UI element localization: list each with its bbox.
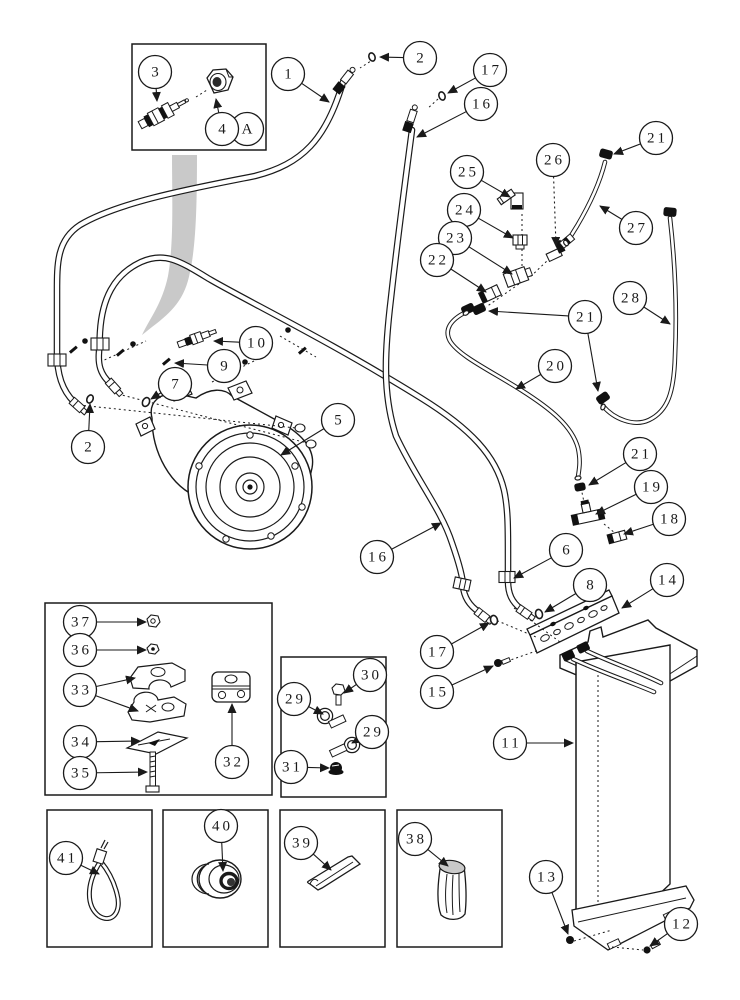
callout-number: 15	[428, 684, 449, 701]
callout-number: 21	[576, 309, 597, 326]
screw-15	[494, 658, 510, 667]
box-cable-tie	[47, 810, 152, 947]
callout-17	[448, 54, 507, 94]
callout-number: 1	[284, 66, 292, 83]
callout-number: 3	[151, 64, 159, 81]
callout-33	[64, 674, 139, 712]
callout-number: 40	[212, 818, 233, 835]
gray-panel	[142, 155, 197, 335]
callout-1	[272, 58, 330, 103]
callout-number: 38	[406, 831, 427, 848]
callout-35	[64, 757, 148, 790]
condenser	[560, 620, 697, 954]
callout-11	[494, 727, 574, 760]
plug-fitting	[607, 530, 627, 543]
callout-arrow	[302, 83, 329, 102]
fitting-24	[513, 235, 527, 249]
protective-sleeve	[438, 859, 466, 920]
sensor-10	[176, 326, 217, 349]
callout-arrow	[481, 180, 510, 197]
callout-arrow	[344, 684, 356, 693]
callout-number: 27	[627, 220, 648, 237]
callout-number: 2	[416, 50, 424, 67]
callout-number: 23	[446, 230, 467, 247]
callout-arrow	[600, 206, 622, 219]
callout-21	[614, 122, 673, 155]
callout-number: 13	[537, 869, 558, 886]
compressor-port	[295, 424, 305, 432]
callout-number: 16	[368, 549, 389, 566]
callout-arrow	[489, 311, 569, 316]
callout-number: 29	[285, 691, 306, 708]
callout-arrow	[96, 741, 140, 742]
callout-2	[72, 404, 105, 464]
callout-28	[614, 282, 671, 325]
callout-arrow	[552, 892, 568, 934]
callout-number: 7	[171, 376, 179, 393]
callout-arrow	[313, 854, 331, 870]
callout-arrow	[451, 269, 486, 292]
callout-arrow	[89, 404, 90, 431]
valve-core	[137, 93, 192, 131]
callout-29	[278, 683, 324, 716]
callout-2	[380, 42, 437, 75]
callout-number: 2	[84, 439, 92, 456]
callout-38	[399, 823, 449, 867]
callout-number: 39	[292, 835, 313, 852]
nut-31	[329, 762, 344, 775]
clamp-33-lower	[128, 692, 186, 722]
charge-valve-fittings	[479, 189, 575, 303]
mounting-studs	[69, 327, 307, 376]
callout-number: 8	[586, 577, 594, 594]
tee-fitting	[569, 497, 605, 525]
callout-number: 22	[428, 252, 449, 269]
callout-arrow	[514, 558, 551, 578]
callout-number: 5	[334, 412, 342, 429]
callout-number: A	[241, 121, 253, 138]
callout-arrow	[644, 307, 670, 324]
fitting-22	[479, 285, 502, 303]
callout-number: 17	[481, 62, 502, 79]
callout-18	[624, 503, 686, 536]
callout-30	[344, 659, 387, 694]
callout-arrow	[614, 144, 641, 154]
hose-fittings	[48, 66, 536, 626]
callout-number: 17	[428, 644, 449, 661]
callout-arrow	[554, 176, 556, 246]
callout-number: 28	[621, 290, 642, 307]
nut-37	[147, 615, 160, 627]
callout-arrow	[96, 696, 138, 711]
callout-arrow	[469, 247, 512, 274]
callout-number: 4	[218, 121, 226, 138]
callout-number: 41	[57, 850, 78, 867]
callout-number: 9	[220, 358, 228, 375]
tube-open-ends	[462, 239, 606, 480]
callout-16	[361, 523, 442, 574]
callout-number: 16	[472, 96, 493, 113]
stud-9	[162, 358, 171, 366]
callout-arrow	[96, 772, 147, 773]
callout-number: 18	[660, 511, 681, 528]
channel-cover	[308, 856, 360, 890]
callout-number: 34	[71, 734, 92, 751]
callout-arrow	[216, 99, 219, 113]
callout-number: 10	[247, 335, 268, 352]
hose-20	[448, 312, 580, 477]
screw-12	[643, 941, 660, 954]
callout-41	[50, 842, 100, 875]
callout-number: 6	[562, 542, 570, 559]
bolt-35	[146, 752, 159, 792]
callout-20	[516, 350, 572, 390]
callout-number: 26	[544, 152, 565, 169]
callout-arrow	[624, 524, 653, 534]
callout-36	[64, 634, 147, 667]
bolt-30	[332, 684, 345, 705]
callout-number: 25	[458, 164, 479, 181]
callout-6	[514, 534, 583, 579]
callout-34	[64, 726, 141, 759]
callout-number: 21	[647, 130, 668, 147]
callout-13	[530, 861, 569, 935]
callout-arrow	[428, 849, 448, 866]
callout-17	[421, 623, 490, 669]
callout-number: 20	[546, 358, 567, 375]
compressor	[136, 381, 316, 549]
callout-arrow	[96, 678, 135, 686]
callout-32	[216, 704, 249, 779]
callout-number: 24	[455, 202, 476, 219]
wedge-34	[127, 732, 187, 754]
fitting-23	[503, 265, 533, 287]
callout-arrow	[417, 112, 466, 137]
clamp-block-32	[212, 672, 250, 702]
callout-arrow	[478, 218, 513, 238]
callout-number: 29	[363, 724, 384, 741]
callout-arrow	[214, 341, 240, 342]
cable-tie	[89, 840, 118, 919]
clamp-29-upper	[319, 710, 346, 728]
callout-arrow	[622, 589, 653, 608]
callout-31	[275, 751, 330, 784]
callout-number: 19	[642, 479, 663, 496]
callout-4	[206, 99, 239, 146]
hose-27	[567, 162, 605, 242]
callout-14	[622, 564, 684, 609]
compressor-clutch-pulley	[188, 425, 312, 549]
callout-number: 21	[631, 446, 652, 463]
callout-3	[139, 56, 172, 102]
compressor-port	[306, 440, 316, 448]
callout-26	[537, 144, 570, 247]
callout-number: 31	[282, 759, 303, 776]
callout-number: 12	[672, 916, 693, 933]
nut-36	[147, 644, 159, 654]
callout-39	[285, 827, 332, 871]
callout-arrow	[307, 767, 329, 768]
callout-25	[451, 156, 511, 198]
callout-15	[421, 666, 494, 709]
callout-arrow	[452, 666, 493, 685]
callout-number: 30	[361, 667, 382, 684]
grommet	[192, 860, 241, 898]
callout-number: 33	[71, 682, 92, 699]
mount-screw	[566, 936, 574, 944]
callout-arrow	[156, 88, 157, 101]
callout-number: 11	[501, 735, 522, 752]
callout-number: 14	[658, 572, 679, 589]
callout-arrow	[516, 374, 541, 389]
callout-number: 37	[71, 614, 92, 631]
callout-arrow	[380, 57, 404, 58]
clamp-33-upper	[130, 663, 185, 689]
callout-number: 36	[71, 642, 92, 659]
callout-arrow	[589, 463, 626, 485]
callout-27	[600, 206, 653, 245]
callout-16	[417, 88, 498, 138]
callout-arrow	[175, 363, 208, 365]
valve-cap	[207, 69, 233, 93]
callout-7	[151, 368, 192, 401]
callout-number: 32	[223, 754, 244, 771]
callout-arrow	[596, 494, 636, 514]
callout-arrow	[588, 333, 598, 391]
callout-arrow	[451, 623, 489, 644]
callout-number: 35	[71, 765, 92, 782]
callout-arrow	[392, 523, 441, 549]
